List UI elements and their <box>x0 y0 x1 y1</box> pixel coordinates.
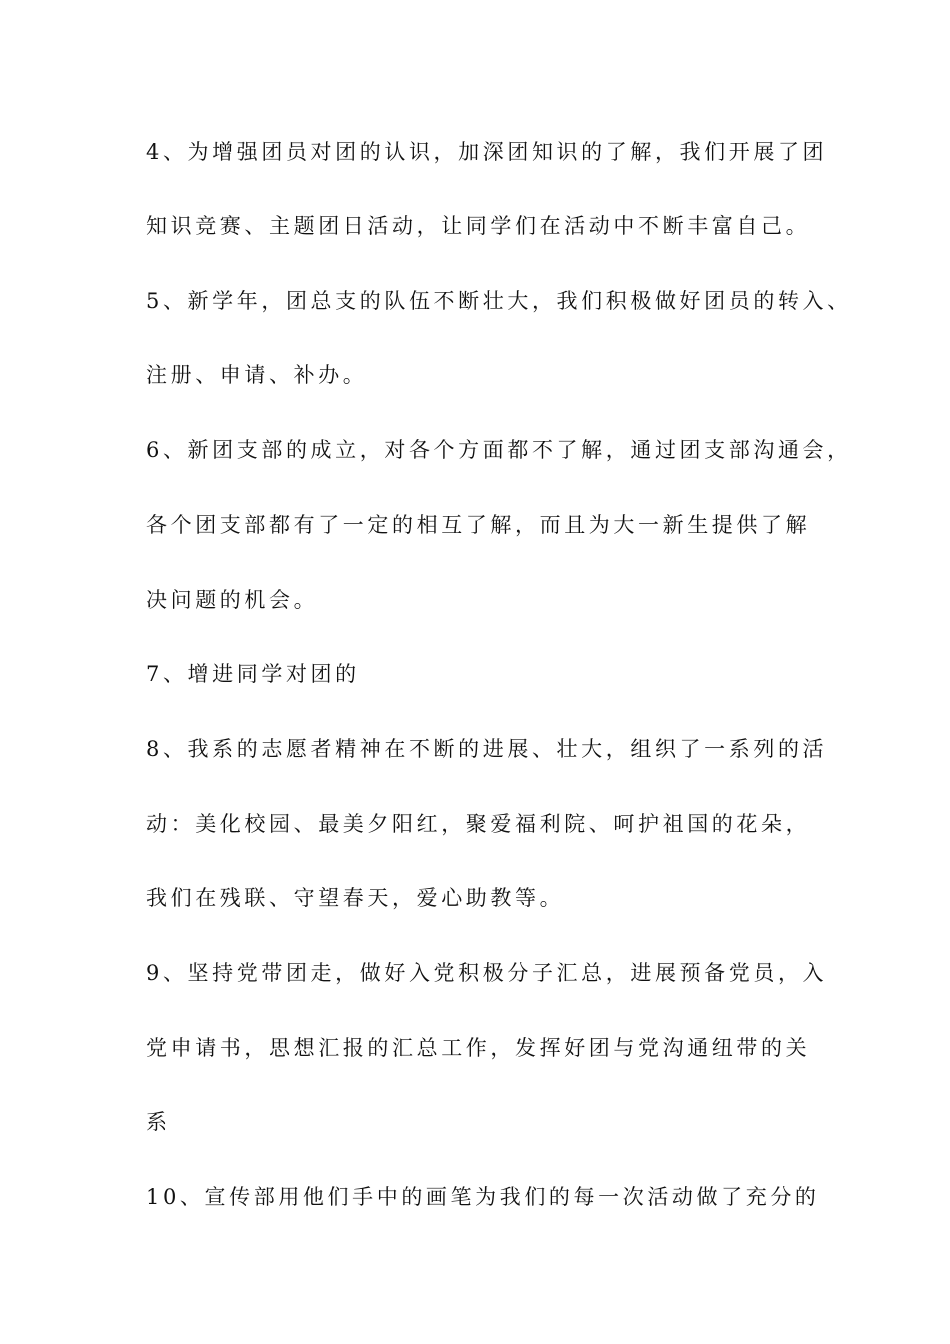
text-line-3: 5、新学年，团总支的队伍不断壮大，我们积极做好团员的转入、 <box>146 289 852 313</box>
text-line-2: 知识竞赛、主题团日活动，让同学们在活动中不断丰富自己。 <box>146 214 811 238</box>
text-line-15: 10、宣传部用他们手中的画笔为我们的每一次活动做了充分的 <box>146 1185 820 1209</box>
text-line-14: 系 <box>146 1110 171 1134</box>
text-line-1: 4、为增强团员对团的认识，加深团知识的了解，我们开展了团 <box>146 140 828 164</box>
text-line-5: 6、新团支部的成立，对各个方面都不了解，通过团支部沟通会， <box>146 438 852 462</box>
text-line-8: 7、增进同学对团的 <box>146 662 360 686</box>
text-line-6: 各个团支部都有了一定的相互了解，而且为大一新生提供了解 <box>146 513 811 537</box>
text-line-10: 动：美化校园、最美夕阳红，聚爱福利院、呵护祖国的花朵， <box>146 812 811 836</box>
text-line-12: 9、坚持党带团走，做好入党积极分子汇总，进展预备党员，入 <box>146 961 828 985</box>
text-line-9: 8、我系的志愿者精神在不断的进展、壮大，组织了一系列的活 <box>146 737 828 761</box>
text-line-11: 我们在残联、守望春天，爱心助教等。 <box>146 886 565 910</box>
text-line-13: 党申请书，思想汇报的汇总工作，发挥好团与党沟通纽带的关 <box>146 1036 811 1060</box>
text-line-4: 注册、申请、补办。 <box>146 363 368 387</box>
text-line-7: 决问题的机会。 <box>146 588 319 612</box>
